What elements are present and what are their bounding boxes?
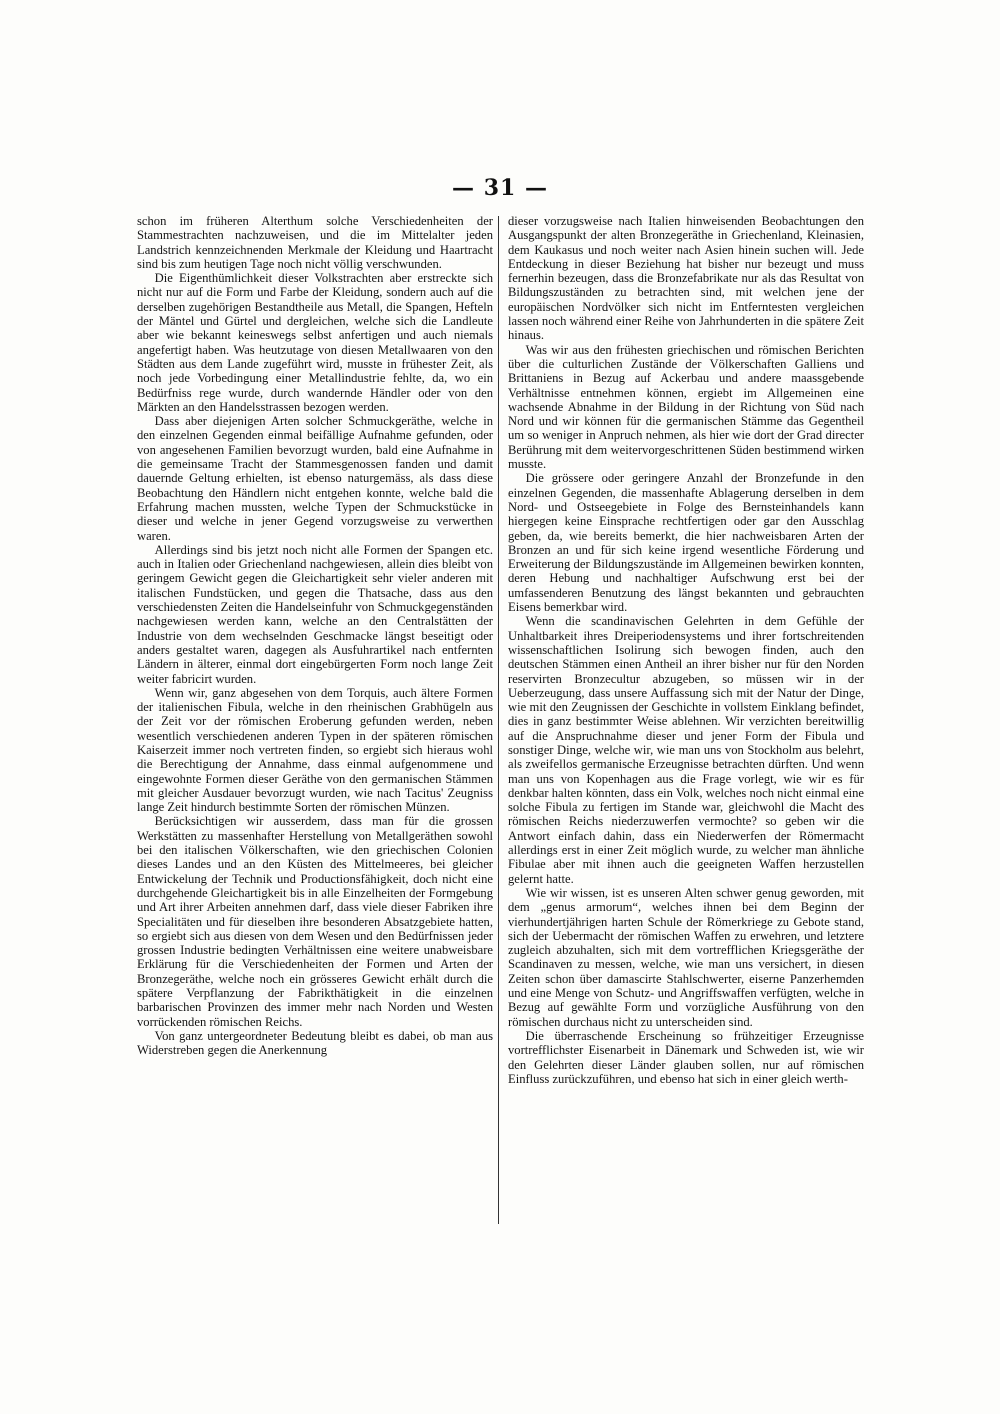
left-paragraph-5: Wenn wir, ganz abgesehen von dem Torquis, auch ältere Formen der italienischen Fibula, welche in den rheinischen Grabhügeln aus der Zeit vor der römischen Eroberung gefunden werden, neben wesentlich verschiedenen anderen Typen in der späteren römischen Kaiserzeit immer noch vertreten finden, so ergiebt sich hieraus wohl die Berechtigung der Annahme, dass einmal aufgenommene und eingewohnte Formen dieser Geräthe von den germanischen Stämmen mit gleicher Ausdauer bevorzugt wurden, wie nach Tacitus' Zeugniss lange Zeit hindurch bestimmte Sorten der römischen Münzen. — [137, 685, 493, 815]
right-column — [508, 214, 864, 1086]
left-column — [137, 214, 493, 1058]
right-paragraph-5: Wie wir wissen, ist es unseren Alten schwer genug geworden, mit dem „genus armorum“, welches ihnen bei dem Beginn der vierhundertjährigen harten Schule der Römerkriege zu Gebote stand, sich der Uebermacht der römischen Waffen zu erwehren, und letztere zugleich abzuhalten, sich mit dem vortrefflichen Kriegsgeräthe der Scandinaven zu messen, welche, wie man uns versichert, in diesen Zeiten schon über damascirte Stahlschwerter, eiserne Panzerhemden und eine Menge von Schutz- und Angriffswaffen verfügten, welche in Bezug auf gewählte Form und vorzügliche Ausführung von den römischen durchaus nicht zu unterscheiden sind. — [508, 885, 864, 1029]
left-paragraph-3: Dass aber diejenigen Arten solcher Schmuckgeräthe, welche in den einzelnen Gegenden einmal beifällige Aufnahme gefunden, oder von angesehenen Familien bevorzugt wurden, bald eine Aufnahme in die gemeinsame Tracht der Stammesgenossen fanden und damit dauernde Geltung erhielten, ist ebenso naturgemäss, als dass diese Beobachtung den Händlern nicht entgehen konnte, welche bald die Erfahrung machen mussten, welche Typen der Schmuckstücke in dieser und welche in jener Gegend vorzugsweise zu verwerthen waren. — [137, 414, 493, 543]
right-paragraph-1: dieser vorzugsweise nach Italien hinweisenden Beobachtungen den Ausgangspunkt der alten Bronzegeräthe in Griechenland, Kleinasien, dem Kaukasus und noch weiter nach Asien hinein suchen will. Jede Entdeckung in dieser Beziehung hat bisher nur bezeugt und muss fernerhin bezeugen, dass die Bronzefabrikate nur als das Resultat von Bildungszuständen zu betrachten sind, mit welchen jene der europäischen Nordvölker sich nicht im Entferntesten vergleichen lassen noch während einer Reihe von Jahrhunderten in die spätere Zeit hinaus. — [508, 214, 864, 343]
right-paragraph-6: Die überraschende Erscheinung so frühzeitiger Erzeugnisse vortrefflichster Eisenarbeit in Dänemark und Schweden ist, wie wir den Gelehrten dieser Länder glauben sollen, nur auf römischen Einfluss zurückzuführen, und ebenso hat sich in einer gleich werth- — [508, 1028, 864, 1086]
left-paragraph-2: Die Eigenthümlichkeit dieser Volkstrachten aber erstreckte sich nicht nur auf die Form und Farbe der Kleidung, sondern auch auf die derselben zugehörigen Bestandtheile aus Metall, die Spangen, Hefteln der Mäntel und Gürtel und dergleichen, welche sich die Landleute aber wie bekannt keineswegs selbst anfertigen und auch niemals angefertigt haben. Was heutzutage von diesen Metallwaaren von den Städten aus dem Lande zugeführt wird, musste in frühester Zeit, als noch jede Vorbedingung einer Metallindustrie fehlte, da, wo ein Bedürfniss rege wurde, durch wandernde Händler oder von den Märkten an den Handelsstrassen bezogen werden. — [137, 271, 493, 414]
left-paragraph-6: Berücksichtigen wir ausserdem, dass man für die grossen Werkstätten zu massenhafter Herstellung von Metallgeräthen sowohl bei den italischen Völkerschaften, wie den griechischen Colonien dieses Landes und an den Küsten des Mittelmeeres, bei gleicher Entwickelung der Technik und Productionsfähigkeit, doch nicht eine durchgehende Gleichartigkeit bis in alle Einzelheiten der Formgebung und Art ihrer Arbeiten annehmen darf, dass viele dieser Fabriken ihre Specialitäten und für dieselben ihre besonderen Absatzgebiete hatten, so ergiebt sich aus diesen von dem Wesen und den Bedürfnissen jeder grossen Industrie bedingten Verhältnissen eine weitere unabweisbare Erklärung für die Verschiedenheiten der Formen und Arten der Bronzegeräthe, welche noch ein grösseres Gewicht erhält durch die spätere Verpflanzung der Fabrikthätigkeit in die einzelnen barbarischen Provinzen des immer mehr nach Norden und Westen vorrückenden römischen Reichs. — [137, 814, 493, 1029]
right-paragraph-2: Was wir aus den frühesten griechischen und römischen Berichten über die culturlichen Zustände der Völkerschaften Galliens und Brittaniens in Bezug auf Ackerbau und andere maassgebende Verhältnisse entnehmen können, ergiebt im Allgemeinen eine wachsende Abnahme in der Bildung in der Richtung von Süd nach Nord und wir können für die germanischen Stämme das Gegentheil um so weniger in Anpruch nehmen, als hier wie dort der Grad directer Berührung mit dem weitervorgeschrittenen Süden bestimmend wirken musste. — [508, 342, 864, 472]
page-number: — 31 — — [452, 175, 548, 201]
left-paragraph-1: schon im früheren Alterthum solche Verschiedenheiten der Stammestrachten nachzuweisen, und die im Mittelalter jeden Landstrich kennzeichnenden Merkmale der Kleidung und Haartracht sind bis zum heutigen Tage noch nicht völlig verschwunden. — [137, 214, 493, 271]
left-paragraph-4: Allerdings sind bis jetzt noch nicht alle Formen der Spangen etc. auch in Italien oder Griechenland nachgewiesen, allein dies bleibt von geringem Gewicht gegen die Gleichartigkeit sehr vieler anderen mit italischen Fundstücken, und gegen die Thatsache, dass aus den verschiedensten Zeiten die Handelseinfuhr von Schmuckgegenständen nachgewiesen werden kann, welche an den Centralstätten der Industrie von dem wechselnden Geschmacke längst beseitigt oder anders gestaltet waren, dagegen als Ausfuhrartikel nach entfernten Ländern in älterer, einmal dort eingebürgerten Form noch lange Zeit weiter fabricirt wurden. — [137, 542, 493, 686]
column-divider — [498, 216, 499, 1224]
left-paragraph-7: Von ganz untergeordneter Bedeutung bleibt es dabei, ob man aus Widerstreben gegen die Anerkennung — [137, 1028, 493, 1058]
right-paragraph-4: Wenn die scandinavischen Gelehrten in dem Gefühle der Unhaltbarkeit ihres Dreiperiodensystems und ihrer fortschreitenden wissenschaftlichen Isolirung sich bewogen finden, auch den deutschen Stämmen einen Antheil an ihrer bisher nur für den Norden reservirten Bronzecultur abzugeben, so müssen wir in der Ueberzeugung, dass unsere Auffassung sich mit der Natur der Dinge, wie mit den Zeugnissen der Geschichte in vollstem Einklang befindet, dies in ganz bestimmter Weise ablehnen. Wir verzichten bereitwillig auf die Anspruchnahme dieser und jener Form der Fibula und sonstiger Dinge, welche wir, wie man uns von Stockholm aus belehrt, als zweifellos germanische Erzeugnisse betrachten dürften. Und wenn man uns von Kopenhagen aus die Frage vorlegt, wie wir es für denkbar halten könnten, dass ein Volk, welches noch nicht einmal eine solche Fibula zu fertigen im Stande war, gleichwohl die Macht des römischen Reichs niederzuwerfen vermochte? so geben wir die Antwort einfach dahin, dass ein Niederwerfen der Römermacht allerdings erst in einer Zeit möglich wurde, zu welcher man ähnliche Fibulae aber mit ihnen auch die geeigneten Waffen herzustellen gelernt hatte. — [508, 614, 864, 886]
right-paragraph-3: Die grössere oder geringere Anzahl der Bronzefunde in den einzelnen Gegenden, die massenhafte Ablagerung derselben in dem Nord- und Ostseegebiete in Folge des Bernsteinhandels kann hiergegen keine Einsprache rechtfertigen oder gar den Ausschlag geben, da, wie bereits bemerkt, die hier nachweisbaren Arten der Bronzen an und für sich keine irgend wesentliche Förderung und Erweiterung der Bildungszustände im Allgemeinen bewirken konnten, deren Hebung und nachhaltiger Aufschwung erst bei der umfassenderen Benutzung des längst bekannten und gebrauchten Eisens bemerkbar wird. — [508, 471, 864, 615]
